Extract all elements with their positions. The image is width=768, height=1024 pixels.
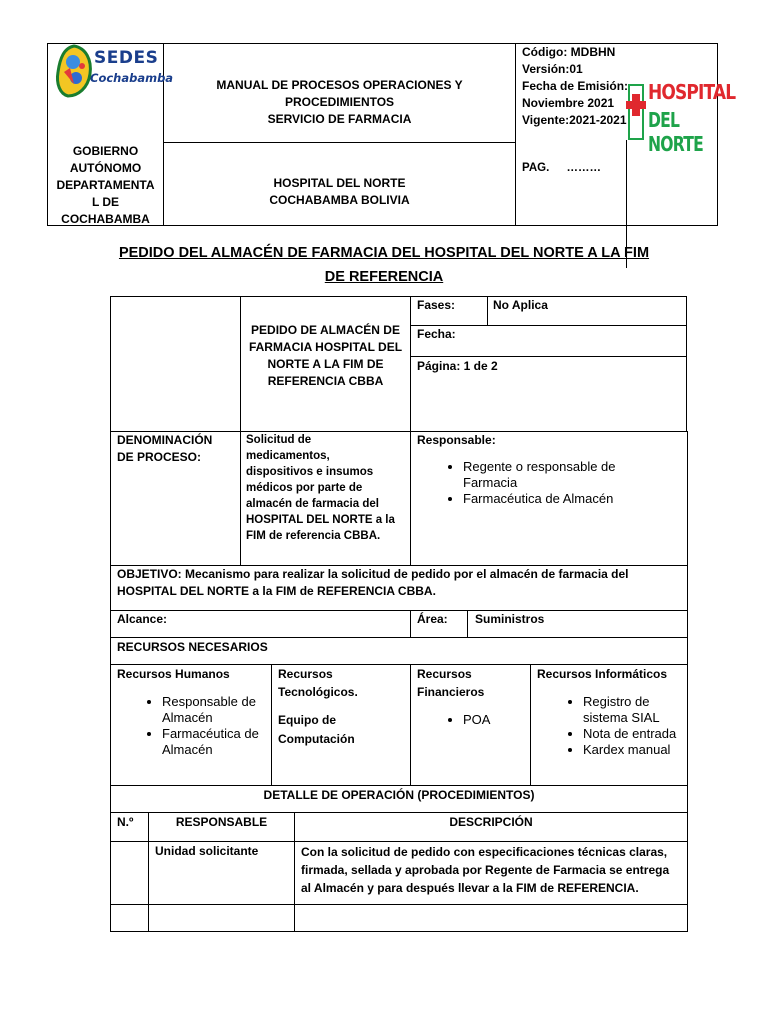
area-label: Área: xyxy=(417,612,448,626)
rh-list xyxy=(136,694,266,758)
codigo: Código: MDBHN xyxy=(522,45,616,59)
sedes-logo-line2: Cochabamba xyxy=(90,71,174,85)
detalle-title: DETALLE DE OPERACIÓN (PROCEDIMIENTOS) xyxy=(263,788,535,802)
vigente: Vigente:2021-2021 xyxy=(522,113,627,127)
document-title: PEDIDO DEL ALMACÉN DE FARMACIA DEL HOSPITAL DEL NORTE A LA FIM DE REFERENCIA xyxy=(118,245,650,285)
objetivo-text: OBJETIVO: Mecanismo para realizar la solicitud de pedido por el almacén de farmacia del HOSPITAL DEL NORTE a la FIM de REFERENCIA CBBA. xyxy=(117,567,629,598)
pedido-title: PEDIDO DE ALMACÉN DE FARMACIA HOSPITAL DEL NORTE A LA FIM DE REFERENCIA CBBA xyxy=(248,323,403,388)
sedes-logo xyxy=(52,44,174,100)
pagina-label: Página: 1 de 2 xyxy=(417,359,498,373)
list-item: • Farmacéutica de Almacén xyxy=(162,726,266,758)
denominacion-label: DENOMINACIÓN DE PROCESO: xyxy=(117,433,213,464)
list-item: • Regente o responsable de Farmacia xyxy=(463,459,657,491)
hospital-cross-icon xyxy=(626,84,646,140)
hospital-logo xyxy=(626,78,736,156)
version: Versión:01 xyxy=(522,62,583,76)
fases-label: Fases: xyxy=(417,298,456,312)
rt-title: Recursos Tecnológicos. xyxy=(278,667,358,699)
table-row xyxy=(110,841,149,905)
hospital-logo-line1: HOSPITAL xyxy=(648,80,736,104)
hospital-location: HOSPITAL DEL NORTE COCHABAMBA BOLIVIA xyxy=(269,176,410,207)
list-item: • Farmacéutica de Almacén xyxy=(463,491,657,507)
ri-title: Recursos Informáticos xyxy=(537,667,668,681)
area-value: Suministros xyxy=(475,612,545,626)
page-indicator: PAG. ……… xyxy=(522,162,601,174)
col-resp: RESPONSABLE xyxy=(175,815,268,829)
fases-value: No Aplica xyxy=(493,298,548,312)
rh-title: Recursos Humanos xyxy=(117,667,230,681)
responsable-label: Responsable: xyxy=(417,433,496,447)
row1-resp: Unidad solicitante xyxy=(155,844,259,858)
sedes-emblem-icon xyxy=(54,44,94,100)
list-item: • Nota de entrada xyxy=(583,726,685,742)
rf-title: Recursos Financieros xyxy=(417,667,485,699)
table-row xyxy=(110,904,149,932)
row1-desc: Con la solicitud de pedido con especificaciones técnicas claras, firmada, sellada y aprobada por Regente de Farmacia se entrega al Almacén y para después llevar a la FIM de REFERENCIA. xyxy=(301,845,670,895)
government-name: GOBIERNO AUTÓNOMO DEPARTAMENTA L DE COCHABAMBA xyxy=(56,144,155,226)
solicitud-text: Solicitud de medicamentos, dispositivos e insumos médicos por parte de almacén de farmacia del HOSPITAL DEL NORTE a la FIM de referencia CBBA. xyxy=(246,434,395,542)
list-item: • POA xyxy=(463,712,527,728)
table-row xyxy=(148,904,295,932)
hospital-logo-line2: DEL NORTE xyxy=(648,108,704,156)
recursos-title: RECURSOS NECESARIOS xyxy=(117,640,268,654)
col-n: N.º xyxy=(117,815,134,829)
rf-list xyxy=(437,712,527,728)
manual-title: MANUAL DE PROCESOS OPERACIONES Y PROCEDIMIENTOS SERVICIO DE FARMACIA xyxy=(216,78,463,126)
responsable-list xyxy=(437,459,657,507)
col-desc: DESCRIPCIÓN xyxy=(449,815,533,829)
table-row xyxy=(294,904,688,932)
fecha-emision: Fecha de Emisión: xyxy=(522,79,629,93)
list-item: • Kardex manual xyxy=(583,742,685,758)
form-cell-empty xyxy=(110,296,241,432)
header-divider xyxy=(515,43,516,226)
ri-list xyxy=(557,694,685,758)
list-item: • Responsable de Almacén xyxy=(162,694,266,726)
alcance-label: Alcance: xyxy=(117,612,168,626)
list-item: • Registro de sistema SIAL xyxy=(583,694,685,726)
rt-items: Equipo de Computación xyxy=(278,713,355,746)
header-divider xyxy=(163,142,515,143)
fecha-label: Fecha: xyxy=(417,327,456,341)
sedes-logo-line1: SEDES xyxy=(94,48,159,68)
fecha-emision-value: Noviembre 2021 xyxy=(522,96,615,110)
